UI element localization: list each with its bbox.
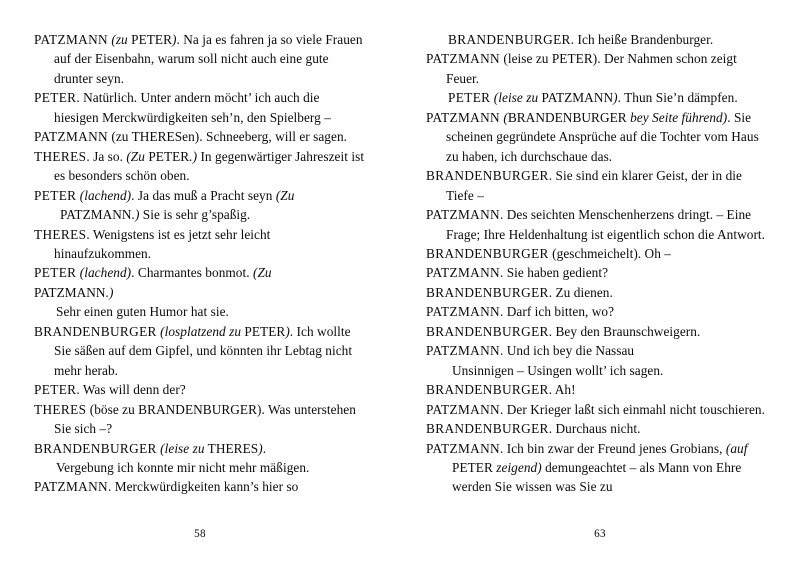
speech-line: [34, 30, 366, 88]
dialogue-text: . Bey den Braunschweigern.: [548, 323, 701, 339]
stage-direction: .): [189, 148, 198, 164]
speaker-name: BRANDENBURGER: [426, 245, 549, 261]
dialogue-text: In gegenwärtiger Jahreszeit ist es besonders schön oben.: [54, 148, 365, 184]
speaker-name: BRANDENBURGER: [34, 323, 157, 339]
stage-direction: (: [503, 109, 508, 125]
dialogue-text: Vergebung ich konnte mir nicht mehr mäßigen.: [56, 459, 310, 475]
speaker-name: PETER: [34, 90, 77, 106]
speaker-name: PATZMANN: [34, 479, 108, 495]
speech-line: [34, 302, 366, 321]
speech-line: [426, 322, 766, 341]
speaker-name: BRANDENBURGER: [34, 440, 157, 456]
speaker-name: THERES: [34, 148, 87, 164]
left-page-folio: 58: [194, 528, 206, 540]
dialogue-text: .: [262, 440, 267, 456]
dialogue-text: Unsinnigen – Usingen wollt’ ich sagen.: [452, 362, 664, 378]
speaker-name: PATZMANN: [426, 343, 500, 359]
speech-line: [426, 361, 766, 380]
dialogue-text: . Wenigstens ist es jetzt sehr leicht hinaufzukommen.: [54, 226, 271, 261]
speech-line: [426, 439, 766, 497]
speech-line: [34, 458, 366, 477]
stage-direction: zeigend): [496, 459, 542, 475]
dialogue-text: . Was will denn der?: [76, 382, 186, 398]
stage-direction: (auf: [725, 440, 748, 456]
dialogue-text: . Ich wollte Sie säßen auf dem Gipfel, und könnten ihr Lebtag nicht mehr herab.: [54, 323, 353, 378]
stage-direction: (leise zu: [493, 90, 539, 106]
dialogue-text: . Na ja es fahren ja so viele Frauen auf der Eisenbahn, warum soll nicht auch eine gute drunter seyn.: [54, 32, 363, 86]
speaker-name: PATZMANN: [34, 32, 108, 47]
dialogue-text: (böse zu BRANDENBURGER). Was unterstehen Sie sich –?: [54, 401, 356, 437]
dialogue-text: . Sie sind ein klarer Geist, der in die Tiefe –: [446, 168, 742, 203]
dialogue-text: Sie is sehr g’spaßig.: [139, 207, 251, 223]
speech-line: [426, 49, 766, 88]
dialogue-text: PETER: [241, 323, 286, 339]
speaker-name: PATZMANN: [34, 129, 108, 145]
speech-line: [426, 400, 766, 419]
dialogue-text: (geschmeichelt). Oh –: [548, 245, 671, 261]
left-page-text-block: [34, 30, 366, 497]
dialogue-text: . Der Krieger laßt sich einmahl nicht touschieren.: [499, 401, 766, 417]
speaker-name: BRANDENBURGER: [426, 168, 549, 184]
speech-line: [426, 341, 766, 360]
dialogue-text: . Charmantes bonmot.: [131, 265, 253, 281]
dialogue-text: . Des seichten Menschenherzens dringt. – Eine Frage; Ihre Heldenhaltung ist eigentlich schon die Antwort.: [446, 207, 766, 242]
speaker-name: PETER: [34, 187, 77, 203]
speech-line: [34, 400, 366, 439]
speaker-name: PATZMANN: [426, 51, 500, 67]
dialogue-text: demungeachtet – als Mann von Ehre werden Sie wissen was Sie zu: [452, 459, 742, 495]
right-page-folio: 63: [594, 528, 606, 540]
speech-line: [426, 108, 766, 166]
stage-direction: ): [613, 90, 618, 106]
speaker-name: PATZMANN: [426, 265, 500, 281]
dialogue-text: PATZMANN: [34, 284, 106, 300]
speech-line: [426, 166, 766, 205]
dialogue-text: . Natürlich. Unter andern möcht’ ich auch die hiesigen Merckwürdigkeiten seh’n, den Spielberg –: [54, 90, 331, 125]
speech-line: [426, 419, 766, 438]
stage-direction: (Zu: [126, 148, 145, 164]
dialogue-text: . Ich heiße Brandenburger.: [570, 32, 714, 47]
dialogue-text: THERES: [204, 440, 259, 456]
speech-line: [426, 88, 766, 107]
speech-line: [426, 30, 766, 49]
dialogue-text: . Durchaus nicht.: [548, 421, 641, 437]
speech-line: [34, 263, 366, 282]
speaker-name: BRANDENBURGER: [426, 323, 549, 339]
stage-direction: (Zu: [252, 265, 272, 281]
speech-line: [34, 380, 366, 399]
stage-direction: ): [258, 440, 263, 456]
speech-line: [34, 225, 366, 264]
speaker-name: PATZMANN: [426, 207, 500, 223]
speech-line: [34, 477, 366, 496]
dialogue-text: . Sie haben gedient?: [499, 265, 609, 281]
speaker-name: BRANDENBURGER: [448, 32, 571, 47]
right-page-text-block: [426, 30, 766, 497]
speech-line: [426, 263, 766, 282]
speaker-name: PETER: [34, 265, 77, 281]
speaker-name: PETER: [34, 382, 77, 398]
stage-direction: (zu: [111, 32, 128, 47]
speaker-name: THERES: [34, 226, 87, 242]
speaker-name: PATZMANN: [426, 401, 500, 417]
dialogue-text: PETER: [127, 32, 173, 47]
speaker-name: THERES: [34, 401, 87, 417]
dialogue-text: . Merckwürdigkeiten kann’s hier so: [107, 479, 299, 495]
dialogue-text: (zu THERESen). Schneeberg, will er sagen.: [107, 129, 348, 145]
speech-line: [34, 283, 366, 302]
dialogue-text: (leise zu PETER). Der Nahmen schon zeigt Feuer.: [446, 51, 737, 86]
dialogue-text: . Ich bin zwar der Freund jenes Grobians,: [499, 440, 726, 456]
speech-line: [34, 127, 366, 146]
stage-direction: (lachend): [79, 265, 132, 281]
dialogue-text: . Darf ich bitten, wo?: [499, 304, 615, 320]
speaker-name: PATZMANN: [426, 304, 500, 320]
right-page: [400, 0, 800, 566]
stage-direction: (lachend): [79, 187, 132, 203]
speech-line: [34, 322, 366, 380]
speaker-name: PATZMANN: [426, 109, 500, 125]
stage-direction: ): [285, 323, 290, 339]
speaker-name: PATZMANN: [426, 440, 500, 456]
speaker-name: BRANDENBURGER: [426, 382, 549, 398]
speech-line: [34, 186, 366, 225]
speech-line: [426, 380, 766, 399]
dialogue-text: BRANDENBURGER: [507, 109, 627, 125]
speaker-name: BRANDENBURGER: [426, 421, 549, 437]
dialogue-text: Sehr einen guten Humor hat sie.: [56, 304, 229, 320]
stage-direction: (leise zu: [160, 440, 205, 456]
speech-line: [34, 439, 366, 458]
dialogue-text: . Zu dienen.: [548, 284, 613, 300]
speech-line: [426, 283, 766, 302]
speech-line: [34, 88, 366, 127]
dialogue-text: . Und ich bey die Nassau: [499, 343, 635, 359]
stage-direction: .): [105, 284, 114, 300]
dialogue-text: . Thun Sie’n dämpfen.: [617, 90, 738, 106]
dialogue-text: . Ja so.: [86, 148, 127, 164]
dialogue-text: PETER: [452, 459, 497, 475]
stage-direction: .): [131, 207, 140, 223]
speech-line: [426, 205, 766, 244]
speech-line: [426, 244, 766, 263]
speech-line: [426, 302, 766, 321]
dialogue-text: PETER: [144, 148, 190, 164]
stage-direction: (losplatzend zu: [160, 323, 242, 339]
dialogue-text: . Ja das muß a Pracht seyn: [131, 187, 276, 203]
stage-direction: (Zu: [275, 187, 295, 203]
speaker-name: BRANDENBURGER: [426, 284, 549, 300]
dialogue-text: PATZMANN: [60, 207, 132, 223]
stage-direction: ): [172, 32, 177, 47]
speaker-name: PETER: [448, 90, 491, 106]
speech-line: [34, 147, 366, 186]
dialogue-text: . Sie scheinen gegründete Ansprüche auf die Tochter vom Haus zu haben, ich durchschaue das.: [446, 109, 759, 164]
dialogue-text: PATZMANN: [538, 90, 614, 106]
stage-direction: bey Seite führend): [626, 109, 728, 125]
dialogue-text: . Ah!: [548, 382, 576, 398]
